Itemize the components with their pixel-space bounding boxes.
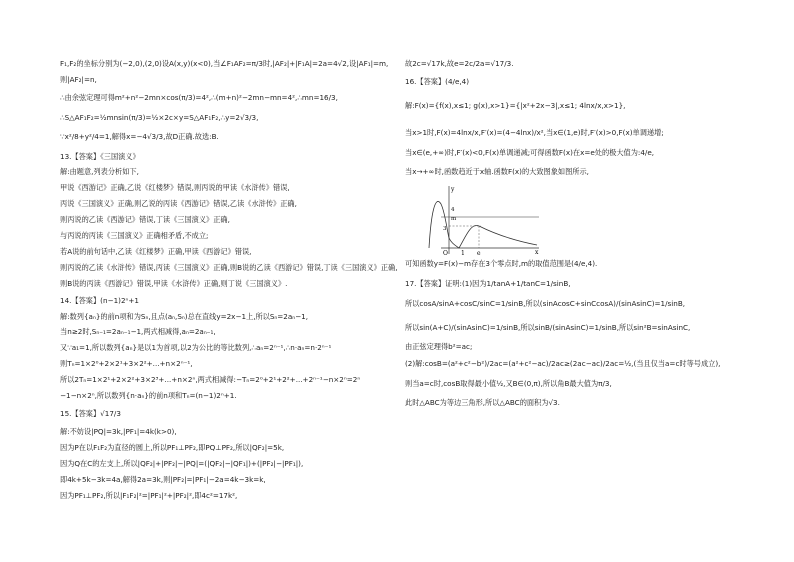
left-line: 则B说的丙读《西游记》错误,甲读《水浒传》正确,则丁说《三国演义》. [60,279,288,288]
left-line: ∴由余弦定理可得m²+n²−2mn×cos(π/3)=4²,∴(m+n)²−2mn−mn=4²,∴mn=16/3, [60,93,338,102]
right-line: 所以cosA/sinA+cosC/sinC=1/sinB,所以(sinAcosC+sinCcosA)/(sinAsinC)=1/sinB, [405,299,686,308]
right-line: 则当a=c时,cosB取得最小值½,又B∈(0,π),所以角B最大值为π/3, [405,379,612,388]
left-line: 与丙说的丙读《三国演义》正确相矛盾,不成立; [60,231,209,240]
left-line: 14.【答案】(n−1)2ⁿ+1 [60,296,139,305]
left-line: 解:数列{aₙ}的前n项和为Sₙ,且点(aₙ,Sₙ)总在直线y=2x−1上,所以Sₙ=2aₙ−1, [60,312,309,321]
left-line: 则丙说的乙读《西游记》错误,丁读《三国演义》正确, [60,215,230,224]
label-origin: O [443,250,448,256]
right-line: 可知函数y=F(x)−m存在3个零点时,m的取值范围是(4/e,4). [405,259,598,268]
right-line: (2)解:cosB=(a²+c²−b²)/2ac=(a²+c²−ac)/2ac≥(2ac−ac)/2ac=½,(当且仅当a=c时等号成立), [405,359,721,368]
left-line: 解:不妨设|PQ|=3k,|PF₁|=4k(k>0), [60,427,177,436]
right-line: 当x→+∞时,函数趋近于x轴.函数F(x)的大致图象如图所示, [405,167,589,176]
left-line: 解:由题意,列表分析如下, [60,167,139,176]
right-line: 此时△ABC为等边三角形,所以△ABC的面积为√3. [405,398,560,407]
left-line: ∵x²/8+y²/4=1,解得x=−4√3/3,故D正确.故选:B. [60,132,219,141]
right-line: 当x>1时,F(x)=4lnx/x,F′(x)=(4−4lnx)/x²,当x∈(1,e)时,F′(x)>0,F(x)单调递增; [405,128,664,137]
right-line: 解:F(x)={f(x),x≤1; g(x),x>1}={|x²+2x−3|,x≤1; 4lnx/x,x>1}, [405,101,626,110]
label-m: m [451,216,457,222]
left-line: −1−n×2ⁿ,所以数列{n·aₙ}的前n项和Tₙ=(n−1)2ⁿ+1. [60,391,237,400]
left-line: 若A说的前句话中,乙读《红楼梦》正确,甲读《西游记》错误, [60,247,252,256]
label-x: x [535,249,539,256]
label-e: e [477,250,481,256]
left-line: 因为Q在C的左支上,所以|QF₂|+|PF₂|−|PQ|=(|QF₂|−|QF₁|)+(|PF₂|−|PF₁|), [60,459,304,468]
right-line: 16.【答案】(4/e,4) [405,77,470,86]
right-line: 当x∈(e,+∞)时,F′(x)<0,F(x)单调递减;可得函数F(x)在x=e处的极大值为:4/e, [405,148,655,157]
left-line: 又∵a₁=1,所以数列{aₙ}是以1为首项,以2为公比的等比数列,∴aₙ=2ⁿ⁻¹,∴n·aₙ=n·2ⁿ⁻¹ [60,343,332,352]
left-line: 则Tₙ=1×2⁰+2×2¹+3×2²+...+n×2ⁿ⁻¹, [60,359,193,368]
left-line: 则丙说的乙读《水浒传》错误,丙读《三国演义》正确,则B说的乙读《西游记》错误,丁读《三国演义》正确, [60,263,398,272]
label-three: 3 [443,226,447,232]
left-line: 因为P在以F₁F₂为直径的圆上,所以PF₁⊥PF₂,即PQ⊥PF₂,所以|QF₂|=5k, [60,443,285,452]
label-y: y [451,186,455,193]
right-line: 所以sin(A+C)/(sinAsinC)=1/sinB,所以sinB/(sinAsinC)=1/sinB,所以sin²B=sinAsinC, [405,323,691,332]
left-line: 丙说《三国演义》正确,则乙说的丙读《西游记》错误,乙读《水浒传》正确, [60,199,297,208]
left-line: 即4k+5k−3k=4a,解得2a=3k,则|PF₂|=|PF₁|−2a=4k−3k=k, [60,475,266,484]
left-line: 当n≥2时,Sₙ₋₁=2aₙ₋₁−1,两式相减得,aₙ=2aₙ₋₁, [60,327,216,336]
label-four: 4 [451,207,455,213]
left-line: 甲说《西游记》正确,乙说《红楼梦》错误,则丙说的甲读《水浒传》错误, [60,183,290,192]
function-graph [421,184,541,256]
left-line: ∴S△AF₁F₂=½mnsin(π/3)=½×2c×y=S△AF₁F₂,∴y=2√3/3, [60,113,259,122]
label-one: 1 [461,250,465,256]
right-line: 故2c=√17k,故e=2c/2a=√17/3. [405,59,514,68]
right-line: 17.【答案】证明:(1)因为1/tanA+1/tanC=1/sinB, [405,279,571,288]
left-line: 15.【答案】√17/3 [60,409,121,418]
left-line: 因为PF₁⊥PF₂,所以|F₁F₂|²=|PF₁|²+|PF₂|²,即4c²=17k², [60,491,238,500]
left-line: 则|AF₂|=n, [60,75,97,84]
right-line: 由正弦定理得b²=ac; [405,342,473,351]
left-line: 所以2Tₙ=1×2¹+2×2²+3×2³+...+n×2ⁿ,两式相减得:−Tₙ=2⁰+2¹+2²+...+2ⁿ⁻¹−n×2ⁿ=2ⁿ [60,375,361,384]
left-line: 13.【答案】《三国演义》 [60,152,140,161]
left-line: F₁,F₂的坐标分别为(−2,0),(2,0)设A(x,y)(x<0),当∠F₁AF₂=π/3时,|AF₂|+|F₁A|=2a=4√2,设|AF₁|=m, [60,59,389,68]
curve-F [429,201,537,248]
